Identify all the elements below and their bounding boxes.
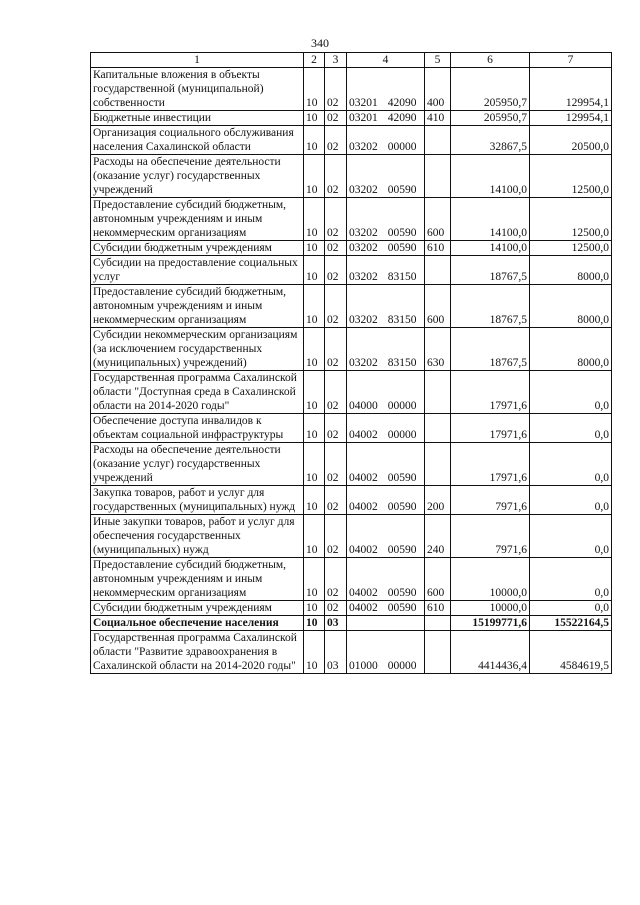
row-value-col7: 15522164,5 (530, 616, 612, 631)
table-row (91, 155, 612, 198)
row-value-col6: 14100,0 (451, 155, 530, 198)
row-expense-type: 600 (425, 198, 451, 241)
header-col-5: 5 (425, 53, 451, 68)
row-section: 10 (304, 155, 325, 198)
row-target-article (347, 616, 425, 631)
row-subsection: 03 (325, 616, 347, 631)
row-expense-type (425, 371, 451, 414)
target-article-direction: 00000 (387, 660, 417, 672)
row-name: Расходы на обеспечение деятельности (оказание услуг) государственных учреждений (91, 443, 304, 486)
header-col-4: 4 (347, 53, 425, 68)
table-row (91, 328, 612, 371)
row-subsection: 02 (325, 486, 347, 515)
table-row (91, 601, 612, 616)
row-value-col6: 10000,0 (451, 558, 530, 601)
row-expense-type (425, 414, 451, 443)
table-row (91, 414, 612, 443)
row-target-article (347, 443, 425, 486)
row-name: Предоставление субсидий бюджетным, автономным учреждениям и иным некоммерческим организациям (91, 285, 304, 328)
row-value-col7: 12500,0 (530, 198, 612, 241)
target-article-direction: 00000 (387, 400, 417, 412)
row-target-article (347, 515, 425, 558)
row-value-col7: 0,0 (530, 601, 612, 616)
row-target-article (347, 486, 425, 515)
target-article-program: 03201 (349, 97, 378, 109)
row-expense-type: 410 (425, 111, 451, 126)
row-expense-type: 240 (425, 515, 451, 558)
row-section: 10 (304, 328, 325, 371)
row-expense-type (425, 443, 451, 486)
target-article-direction: 42090 (387, 97, 417, 109)
table-row (91, 558, 612, 601)
table-row (91, 198, 612, 241)
row-value-col6: 205950,7 (451, 111, 530, 126)
row-target-article (347, 68, 425, 111)
row-expense-type (425, 631, 451, 674)
row-value-col6: 7971,6 (451, 486, 530, 515)
row-section: 10 (304, 68, 325, 111)
row-section: 10 (304, 616, 325, 631)
row-expense-type (425, 155, 451, 198)
row-section: 10 (304, 486, 325, 515)
target-article-direction: 00590 (387, 227, 417, 239)
row-expense-type (425, 126, 451, 155)
header-col-1: 1 (91, 53, 304, 68)
row-target-article (347, 256, 425, 285)
row-value-col6: 7971,6 (451, 515, 530, 558)
target-article-program: 04002 (349, 501, 378, 513)
row-expense-type: 600 (425, 285, 451, 328)
row-expense-type: 200 (425, 486, 451, 515)
row-name: Организация социального обслуживания населения Сахалинской области (91, 126, 304, 155)
target-article-program: 04002 (349, 472, 378, 484)
row-subsection: 02 (325, 155, 347, 198)
row-expense-type: 610 (425, 601, 451, 616)
target-article-direction: 42090 (387, 112, 417, 124)
target-article-direction: 00590 (387, 602, 417, 614)
header-row (91, 53, 612, 68)
row-subsection: 02 (325, 601, 347, 616)
target-article-program: 03202 (349, 227, 378, 239)
target-article-program: 04002 (349, 544, 378, 556)
target-article-program: 04002 (349, 602, 378, 614)
target-article-program: 03201 (349, 112, 378, 124)
target-article-program: 03202 (349, 357, 378, 369)
target-article-direction: 83150 (387, 314, 417, 326)
row-section: 10 (304, 241, 325, 256)
row-value-col6: 15199771,6 (451, 616, 530, 631)
row-target-article (347, 111, 425, 126)
row-section: 10 (304, 256, 325, 285)
row-name: Предоставление субсидий бюджетным, автономным учреждениям и иным некоммерческим организациям (91, 198, 304, 241)
row-subsection: 02 (325, 126, 347, 155)
table-row (91, 256, 612, 285)
row-value-col7: 129954,1 (530, 68, 612, 111)
row-subsection: 02 (325, 414, 347, 443)
row-value-col6: 10000,0 (451, 601, 530, 616)
row-value-col6: 18767,5 (451, 328, 530, 371)
row-target-article (347, 126, 425, 155)
row-name: Субсидии бюджетным учреждениям (91, 601, 304, 616)
row-value-col7: 12500,0 (530, 241, 612, 256)
row-target-article (347, 328, 425, 371)
row-value-col7: 4584619,5 (530, 631, 612, 674)
row-name: Субсидии некоммерческим организациям (за исключением государственных (муниципальных) учреждений) (91, 328, 304, 371)
header-col-6: 6 (451, 53, 530, 68)
row-name: Предоставление субсидий бюджетным, автономным учреждениям и иным некоммерческим организациям (91, 558, 304, 601)
table-row (91, 111, 612, 126)
target-article-direction: 83150 (387, 357, 417, 369)
row-expense-type (425, 616, 451, 631)
row-name: Расходы на обеспечение деятельности (оказание услуг) государственных учреждений (91, 155, 304, 198)
row-target-article (347, 601, 425, 616)
row-expense-type: 600 (425, 558, 451, 601)
target-article-direction: 00590 (387, 242, 417, 254)
row-section: 10 (304, 371, 325, 414)
row-value-col6: 17971,6 (451, 443, 530, 486)
row-value-col7: 12500,0 (530, 155, 612, 198)
target-article-program: 01000 (349, 660, 378, 672)
row-subsection: 02 (325, 558, 347, 601)
target-article-program: 03202 (349, 271, 378, 283)
row-subsection: 02 (325, 371, 347, 414)
row-value-col6: 17971,6 (451, 414, 530, 443)
target-article-direction: 00590 (387, 544, 417, 556)
header-col-7: 7 (530, 53, 612, 68)
table-row (91, 616, 612, 631)
row-subsection: 02 (325, 68, 347, 111)
row-subsection: 02 (325, 111, 347, 126)
row-value-col7: 20500,0 (530, 126, 612, 155)
row-target-article (347, 371, 425, 414)
target-article-direction: 00000 (387, 141, 417, 153)
row-value-col7: 0,0 (530, 371, 612, 414)
row-value-col6: 17971,6 (451, 371, 530, 414)
row-value-col7: 0,0 (530, 515, 612, 558)
row-section: 10 (304, 558, 325, 601)
header-col-2: 2 (304, 53, 325, 68)
row-subsection: 02 (325, 515, 347, 558)
target-article-program: 03202 (349, 141, 378, 153)
row-target-article (347, 198, 425, 241)
table-row (91, 126, 612, 155)
row-expense-type (425, 256, 451, 285)
header-col-3: 3 (325, 53, 347, 68)
row-section: 10 (304, 414, 325, 443)
row-value-col6: 18767,5 (451, 256, 530, 285)
row-subsection: 02 (325, 285, 347, 328)
row-value-col7: 8000,0 (530, 328, 612, 371)
target-article-direction: 00590 (387, 587, 417, 599)
target-article-direction: 00590 (387, 501, 417, 513)
row-expense-type: 630 (425, 328, 451, 371)
row-section: 10 (304, 285, 325, 328)
row-value-col7: 0,0 (530, 486, 612, 515)
row-subsection: 02 (325, 241, 347, 256)
row-value-col6: 205950,7 (451, 68, 530, 111)
table-body (91, 68, 612, 674)
row-target-article (347, 155, 425, 198)
row-name: Обеспечение доступа инвалидов к объектам социальной инфраструктуры (91, 414, 304, 443)
row-name: Государственная программа Сахалинской области "Развитие здравоохранения в Сахалинской области на 2014-2020 годы" (91, 631, 304, 674)
row-value-col6: 4414436,4 (451, 631, 530, 674)
row-name: Государственная программа Сахалинской области "Доступная среда в Сахалинской области на 2014-2020 годы" (91, 371, 304, 414)
table-row (91, 631, 612, 674)
target-article-direction: 00590 (387, 472, 417, 484)
row-name: Субсидии бюджетным учреждениям (91, 241, 304, 256)
row-value-col7: 0,0 (530, 443, 612, 486)
row-value-col7: 0,0 (530, 558, 612, 601)
budget-table (90, 52, 612, 674)
target-article-direction: 00000 (387, 429, 417, 441)
row-name: Бюджетные инвестиции (91, 111, 304, 126)
row-target-article (347, 241, 425, 256)
target-article-direction: 00590 (387, 184, 417, 196)
row-name: Социальное обеспечение населения (91, 616, 304, 631)
row-target-article (347, 414, 425, 443)
row-section: 10 (304, 631, 325, 674)
row-section: 10 (304, 515, 325, 558)
row-subsection: 02 (325, 328, 347, 371)
table-row (91, 443, 612, 486)
row-section: 10 (304, 111, 325, 126)
table-row (91, 486, 612, 515)
row-section: 10 (304, 601, 325, 616)
row-name: Капитальные вложения в объекты государственной (муниципальной) собственности (91, 68, 304, 111)
row-target-article (347, 631, 425, 674)
target-article-program: 03202 (349, 242, 378, 254)
page-number: 340 (311, 36, 329, 50)
row-section: 10 (304, 198, 325, 241)
row-target-article (347, 285, 425, 328)
table-row (91, 371, 612, 414)
target-article-program: 04002 (349, 429, 378, 441)
row-value-col7: 0,0 (530, 414, 612, 443)
row-value-col6: 32867,5 (451, 126, 530, 155)
row-value-col6: 14100,0 (451, 241, 530, 256)
target-article-direction: 83150 (387, 271, 417, 283)
table-row (91, 285, 612, 328)
row-subsection: 03 (325, 631, 347, 674)
target-article-program: 03202 (349, 184, 378, 196)
row-section: 10 (304, 126, 325, 155)
table-row (91, 515, 612, 558)
row-expense-type: 610 (425, 241, 451, 256)
row-name: Субсидии на предоставление социальных услуг (91, 256, 304, 285)
target-article-program: 04000 (349, 400, 378, 412)
row-subsection: 02 (325, 443, 347, 486)
row-value-col6: 14100,0 (451, 198, 530, 241)
target-article-program: 04002 (349, 587, 378, 599)
row-subsection: 02 (325, 256, 347, 285)
row-value-col7: 8000,0 (530, 256, 612, 285)
row-value-col6: 18767,5 (451, 285, 530, 328)
target-article-program: 03202 (349, 314, 378, 326)
row-expense-type: 400 (425, 68, 451, 111)
table-row (91, 68, 612, 111)
row-target-article (347, 558, 425, 601)
row-name: Иные закупки товаров, работ и услуг для обеспечения государственных (муниципальных) нужд (91, 515, 304, 558)
row-value-col7: 129954,1 (530, 111, 612, 126)
row-section: 10 (304, 443, 325, 486)
table-row (91, 241, 612, 256)
row-value-col7: 8000,0 (530, 285, 612, 328)
row-subsection: 02 (325, 198, 347, 241)
row-name: Закупка товаров, работ и услуг для государственных (муниципальных) нужд (91, 486, 304, 515)
